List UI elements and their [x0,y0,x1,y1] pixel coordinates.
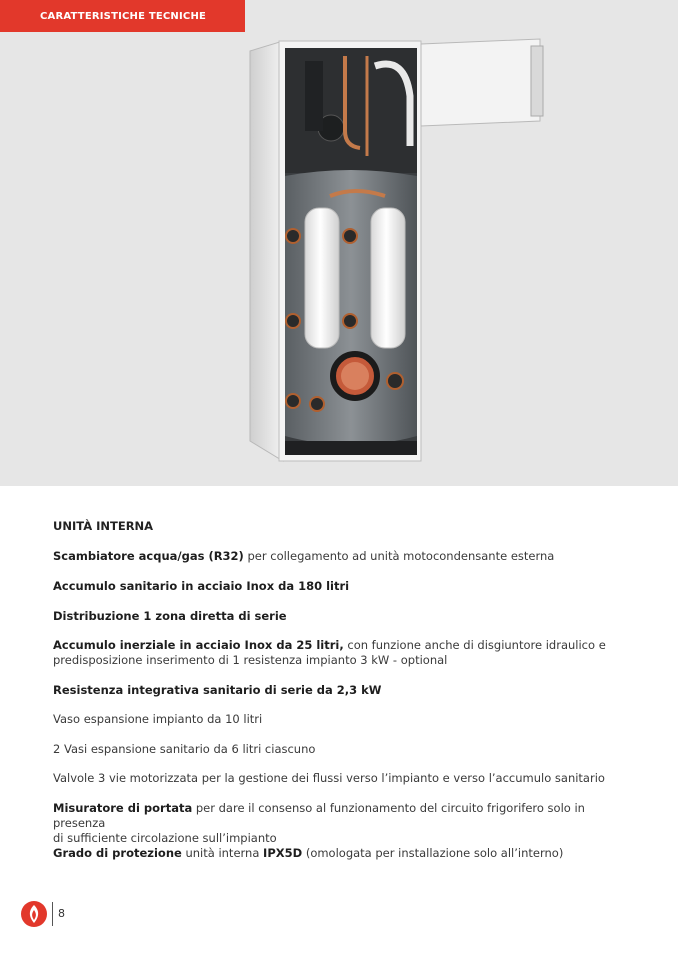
spec-item: Accumulo inerziale in acciaio Inox da 25 litri, con funzione anche di disgiuntore idraulico e predisposizione inserimento di 1 resistenza impianto 3 kW - optional [53,638,606,667]
spec-item: Vaso espansione impianto da 10 litri [53,712,263,726]
page-number: 8 [58,907,65,920]
spec-item: 2 Vasi espansione sanitario da 6 litri ciascuno [53,742,316,756]
spec-item: Accumulo sanitario in acciaio Inox da 180 litri [53,579,350,593]
brand-logo-icon [20,900,48,928]
footer-divider [52,902,53,926]
spec-item: Scambiatore acqua/gas (R32) per collegamento ad unità motocondensante esterna [53,549,555,563]
spec-item: Valvole 3 vie motorizzata per la gestione dei flussi verso l’impianto e verso l’accumulo sanitario [53,771,605,785]
section-title: UNITÀ INTERNA [53,519,154,533]
spec-item: Distribuzione 1 zona diretta di serie [53,609,287,623]
indoor-unit-photo [245,36,555,466]
spec-item: Misuratore di portata per dare il consenso al funzionamento del circuito frigorifero solo in presenza di sufficiente circolazione sull’impianto [53,801,585,845]
section-tag: CARATTERISTICHE TECNICHE [0,0,245,32]
spec-item: Grado di protezione unità interna IPX5D (omologata per installazione solo all’interno) [53,846,564,860]
spec-item: Resistenza integrativa sanitario di serie da 2,3 kW [53,683,382,697]
